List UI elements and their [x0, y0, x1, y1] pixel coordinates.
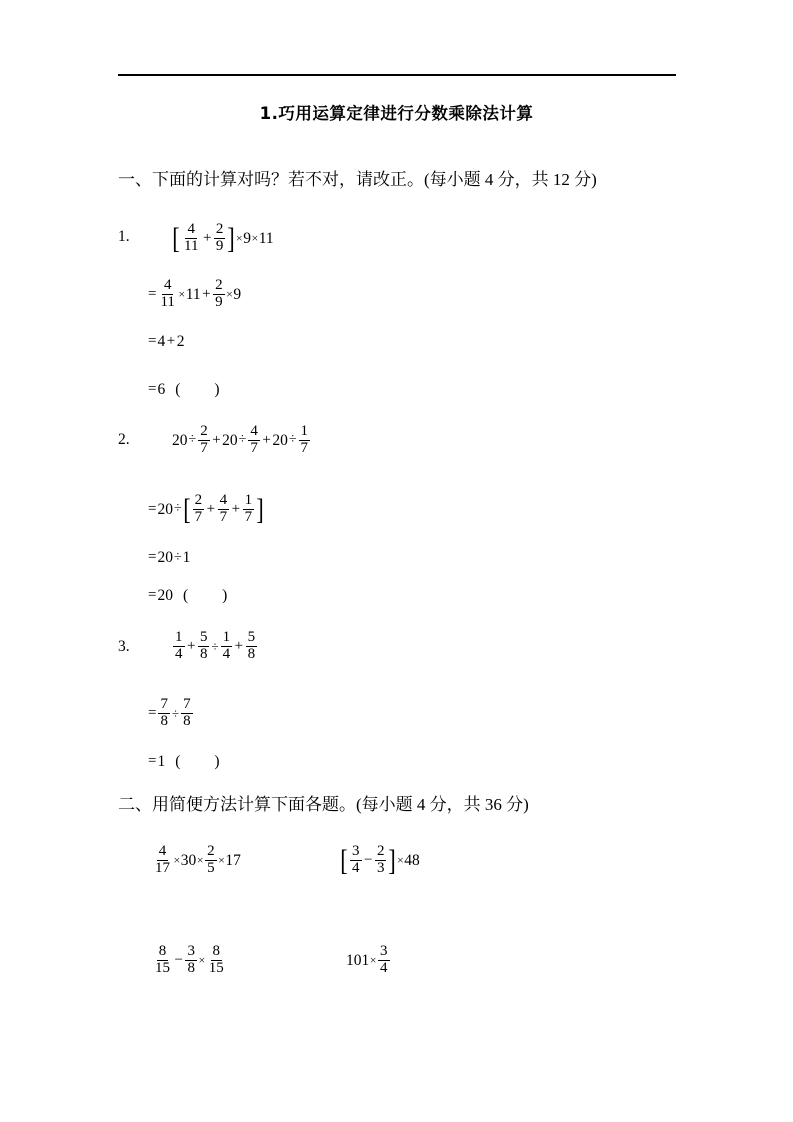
operand-30: 30: [180, 851, 197, 869]
divide-operator: ÷: [173, 549, 182, 565]
equals-operator: =: [148, 333, 157, 350]
plus-operator: +: [187, 637, 196, 654]
plus-operator: +: [231, 500, 241, 517]
divide-operator: ÷: [173, 501, 182, 517]
times-operator: ×: [369, 953, 377, 968]
fraction-5-8: $\frac{5}{8}$: [199, 629, 208, 662]
problem-2-line-2: [148, 493, 264, 526]
fraction-2-3: $\frac{2}{3}$: [376, 843, 385, 876]
equals-operator: =: [148, 587, 157, 604]
operand-101: 101: [346, 951, 370, 969]
fraction-2-7: $\frac{2}{7}$: [200, 423, 208, 456]
times-operator: ×: [235, 231, 243, 246]
equals-operator: =: [148, 704, 157, 721]
left-bracket-icon: [: [340, 843, 348, 877]
answer-left-paren: (: [175, 753, 181, 770]
fraction-1-7: $\frac{1}{7}$: [244, 492, 253, 525]
divide-operator: ÷: [288, 432, 297, 448]
problem-3-line-1: [172, 630, 258, 663]
divide-operator: ÷: [171, 705, 180, 721]
equals-operator: =: [148, 381, 157, 398]
answer-left-paren: (: [182, 587, 189, 604]
fraction-4-17: $\frac{4}{17}$: [155, 843, 170, 876]
plus-operator: +: [212, 431, 221, 448]
fraction-8-15: $\frac{8}{15}$: [208, 943, 224, 976]
right-bracket-icon: ]: [227, 221, 236, 255]
operand-20: 20: [222, 431, 238, 449]
section2-problem-2: [340, 844, 420, 877]
fraction-2-9: $\frac{2}{9}$: [215, 277, 223, 310]
section-2-heading: 二、用简便方法计算下面各题。(每小题 4 分，共 36 分): [118, 795, 529, 814]
fraction-1-7: $\frac{1}{7}$: [300, 423, 308, 456]
equals-operator: =: [148, 549, 157, 566]
section2-problem-1: [152, 844, 241, 877]
problem-2-line-3: [148, 550, 190, 566]
operand-20: 20: [157, 500, 173, 518]
left-bracket-icon: [: [182, 492, 191, 526]
fraction-7-8: $\frac{7}{8}$: [183, 696, 191, 729]
times-operator: ×: [226, 287, 233, 302]
answer-right-paren: ): [214, 753, 220, 770]
operand-20: 20: [157, 587, 173, 604]
operand-1: 1: [182, 549, 191, 566]
fraction-1-4: $\frac{1}{4}$: [222, 629, 231, 662]
operand-1: 1: [157, 753, 166, 770]
divide-operator: ÷: [211, 638, 219, 654]
operand-9: 9: [243, 229, 251, 247]
equals-operator: =: [148, 285, 157, 302]
fraction-5-8: $\frac{5}{8}$: [247, 629, 256, 662]
problem-3-line-2: [148, 697, 194, 730]
equals-operator: =: [148, 500, 157, 517]
answer-right-paren: ): [214, 381, 220, 398]
right-bracket-icon: ]: [388, 843, 397, 877]
minus-operator: −: [174, 951, 183, 968]
problem-1-line-2: [148, 278, 241, 311]
times-operator: ×: [173, 853, 181, 868]
fraction-1-4: $\frac{1}{4}$: [175, 629, 183, 662]
operand-20: 20: [272, 431, 288, 449]
problem-1-line-3: [148, 334, 184, 350]
operand-11: 11: [258, 229, 274, 247]
plus-operator: +: [234, 637, 244, 654]
times-operator: ×: [218, 853, 225, 868]
fraction-3-4: $\frac{3}{4}$: [380, 943, 388, 976]
operand-9: 9: [233, 285, 242, 303]
problem-3-number: 3.: [118, 638, 130, 655]
left-bracket-icon: [: [172, 221, 180, 255]
operand-20: 20: [157, 549, 173, 566]
problem-2-number: 2.: [118, 431, 130, 448]
plus-operator: +: [202, 229, 212, 246]
times-operator: ×: [396, 853, 404, 868]
operand-17: 17: [225, 851, 241, 869]
operand-11: 11: [185, 285, 201, 303]
header-divider: [118, 74, 676, 76]
times-operator: ×: [198, 953, 206, 968]
fraction-2-7: $\frac{2}{7}$: [194, 492, 203, 525]
fraction-3-8: $\frac{3}{8}$: [187, 943, 195, 976]
times-operator: ×: [178, 287, 186, 302]
answer-right-paren: ): [222, 587, 228, 604]
operand-48: 48: [404, 851, 420, 869]
operand-2: 2: [176, 333, 185, 350]
operand-6: 6: [157, 381, 166, 398]
section2-problem-3: [152, 944, 227, 977]
page-title: 1.巧用运算定律进行分数乘除法计算: [259, 104, 534, 123]
section-1-heading: 一、下面的计算对吗？若不对，请改正。(每小题 4 分，共 12 分): [118, 170, 597, 189]
fraction-4-11: $\frac{4}{11}$: [184, 221, 199, 254]
plus-operator: +: [206, 500, 216, 517]
fraction-3-4: $\frac{3}{4}$: [352, 843, 360, 876]
plus-operator: +: [166, 333, 176, 350]
fraction-4-11: $\frac{4}{11}$: [160, 277, 175, 310]
right-bracket-icon: ]: [256, 492, 264, 526]
times-operator: ×: [196, 853, 204, 868]
problem-1-number: 1.: [118, 228, 130, 245]
operand-4: 4: [157, 333, 166, 350]
divide-operator: ÷: [188, 432, 197, 448]
problem-2-line-1: [172, 424, 311, 457]
times-operator: ×: [251, 231, 259, 246]
plus-operator: +: [202, 285, 211, 302]
fraction-4-7: $\frac{4}{7}$: [250, 423, 258, 456]
fraction-2-5: $\frac{2}{5}$: [207, 843, 215, 876]
fraction-2-9: $\frac{2}{9}$: [215, 221, 224, 254]
divide-operator: ÷: [238, 432, 247, 448]
section2-problem-4: [346, 944, 391, 977]
plus-operator: +: [262, 431, 271, 448]
equals-operator: =: [148, 753, 157, 770]
problem-1-line-4: [148, 382, 220, 398]
operand-20: 20: [172, 431, 188, 449]
answer-left-paren: (: [175, 381, 181, 398]
problem-2-line-4: [148, 588, 227, 604]
fraction-7-8: $\frac{7}{8}$: [160, 696, 168, 729]
problem-1-line-1: [172, 222, 274, 255]
fraction-4-7: $\frac{4}{7}$: [219, 492, 228, 525]
problem-3-line-3: [148, 754, 220, 770]
minus-operator: −: [364, 851, 373, 868]
fraction-8-15: $\frac{8}{15}$: [155, 943, 170, 976]
